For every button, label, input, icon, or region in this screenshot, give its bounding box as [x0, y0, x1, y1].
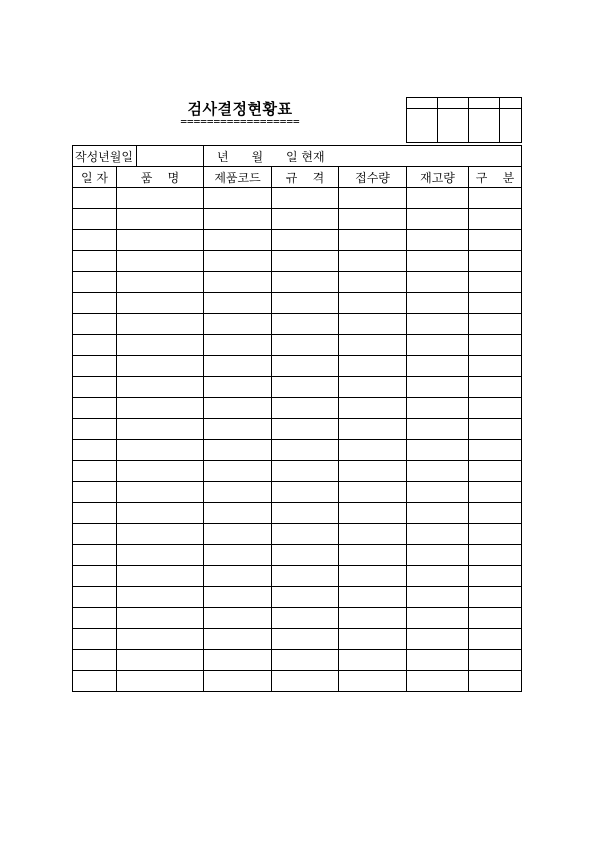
table-cell[interactable] [272, 629, 339, 650]
table-row [73, 188, 522, 209]
table-cell[interactable] [117, 314, 204, 335]
approval-sign-cell[interactable] [469, 109, 500, 143]
table-cell[interactable] [204, 188, 272, 209]
table-header-label: 규 격 [285, 170, 325, 185]
table-cell[interactable] [272, 335, 339, 356]
table-cell[interactable] [469, 524, 522, 545]
table-header-cell [204, 167, 272, 188]
table-cell[interactable] [469, 398, 522, 419]
table-cell[interactable] [73, 440, 117, 461]
table-cell[interactable] [73, 545, 117, 566]
table-cell[interactable] [272, 209, 339, 230]
table-cell[interactable] [117, 188, 204, 209]
table-row [73, 356, 522, 377]
table-cell[interactable] [339, 671, 407, 692]
table-cell[interactable] [272, 545, 339, 566]
table-cell[interactable] [339, 293, 407, 314]
table-cell[interactable] [117, 419, 204, 440]
table-cell[interactable] [469, 587, 522, 608]
table-cell[interactable] [117, 251, 204, 272]
approval-header-cell [500, 98, 522, 109]
table-cell[interactable] [73, 671, 117, 692]
table-header-cell [272, 167, 339, 188]
table-header-label: 제품코드 [214, 170, 261, 185]
table-cell[interactable] [469, 188, 522, 209]
table-row [73, 377, 522, 398]
table-row [73, 272, 522, 293]
table-cell[interactable] [73, 629, 117, 650]
table-header-label: 접수량 [355, 170, 390, 185]
table-row [73, 314, 522, 335]
approval-header-cell [438, 98, 469, 109]
table-cell[interactable] [117, 608, 204, 629]
table-cell[interactable] [469, 545, 522, 566]
table-row [73, 230, 522, 251]
table-cell[interactable] [339, 356, 407, 377]
table-cell[interactable] [407, 587, 469, 608]
table-cell[interactable] [117, 671, 204, 692]
table-header-cell [73, 167, 117, 188]
table-cell[interactable] [339, 545, 407, 566]
table-cell[interactable] [407, 251, 469, 272]
table-cell[interactable] [469, 272, 522, 293]
table-cell[interactable] [469, 650, 522, 671]
table-cell[interactable] [339, 230, 407, 251]
approval-box [406, 97, 522, 143]
table-cell[interactable] [339, 209, 407, 230]
table-cell[interactable] [407, 398, 469, 419]
table-cell[interactable] [272, 608, 339, 629]
table-row [73, 419, 522, 440]
table-cell[interactable] [204, 209, 272, 230]
table-cell[interactable] [339, 440, 407, 461]
table-header-row [73, 167, 522, 188]
table-cell[interactable] [407, 440, 469, 461]
table-row [73, 629, 522, 650]
table-cell[interactable] [117, 230, 204, 251]
table-cell[interactable] [272, 188, 339, 209]
table-cell[interactable] [339, 314, 407, 335]
table-row [73, 398, 522, 419]
table-cell[interactable] [117, 440, 204, 461]
table-cell[interactable] [469, 419, 522, 440]
table-cell[interactable] [339, 608, 407, 629]
table-row [73, 587, 522, 608]
table-row [73, 524, 522, 545]
table-cell[interactable] [272, 503, 339, 524]
table-row [73, 608, 522, 629]
title-underline: ================== [180, 115, 300, 128]
table-cell[interactable] [117, 482, 204, 503]
table-cell[interactable] [272, 566, 339, 587]
document-title: 검사결정현황표 [187, 100, 293, 118]
table-cell[interactable] [469, 566, 522, 587]
table-cell[interactable] [73, 398, 117, 419]
table-header-cell [469, 167, 522, 188]
table-cell[interactable] [117, 503, 204, 524]
table-cell[interactable] [73, 293, 117, 314]
table-cell[interactable] [204, 293, 272, 314]
table-cell[interactable] [407, 377, 469, 398]
table-row [73, 461, 522, 482]
table-cell[interactable] [407, 650, 469, 671]
table-cell[interactable] [407, 188, 469, 209]
table-cell[interactable] [339, 188, 407, 209]
table-cell[interactable] [407, 209, 469, 230]
table-cell[interactable] [204, 335, 272, 356]
table-cell[interactable] [73, 650, 117, 671]
table-cell[interactable] [73, 524, 117, 545]
table-header-label: 일 자 [81, 170, 108, 185]
table-cell[interactable] [73, 482, 117, 503]
table-cell[interactable] [272, 356, 339, 377]
table-row [73, 566, 522, 587]
table-cell[interactable] [469, 230, 522, 251]
table-cell[interactable] [469, 293, 522, 314]
table-cell[interactable] [272, 440, 339, 461]
table-cell[interactable] [204, 419, 272, 440]
table-cell[interactable] [339, 482, 407, 503]
table-cell[interactable] [73, 461, 117, 482]
table-header-label: 품 명 [140, 170, 180, 185]
table-cell[interactable] [272, 398, 339, 419]
table-header-cell [339, 167, 407, 188]
table-row [73, 650, 522, 671]
table-cell[interactable] [339, 251, 407, 272]
table-cell[interactable] [204, 314, 272, 335]
table-cell[interactable] [73, 587, 117, 608]
table-cell[interactable] [117, 398, 204, 419]
table-cell[interactable] [204, 230, 272, 251]
table-cell[interactable] [117, 356, 204, 377]
table-cell[interactable] [469, 671, 522, 692]
table-cell[interactable] [204, 482, 272, 503]
table-cell[interactable] [73, 209, 117, 230]
table-cell[interactable] [407, 461, 469, 482]
table-cell[interactable] [407, 335, 469, 356]
table-cell[interactable] [407, 545, 469, 566]
table-cell[interactable] [469, 629, 522, 650]
table-cell[interactable] [469, 335, 522, 356]
table-cell[interactable] [469, 356, 522, 377]
table-cell[interactable] [272, 461, 339, 482]
approval-sign-cell[interactable] [438, 109, 469, 143]
table-cell[interactable] [469, 461, 522, 482]
table-cell[interactable] [117, 293, 204, 314]
table-cell[interactable] [204, 608, 272, 629]
table-row [73, 293, 522, 314]
date-label-divider [136, 146, 137, 166]
table-row [73, 482, 522, 503]
table-cell[interactable] [407, 419, 469, 440]
table-cell[interactable] [272, 671, 339, 692]
approval-sign-cell[interactable] [500, 109, 522, 143]
table-cell[interactable] [407, 629, 469, 650]
table-cell[interactable] [204, 545, 272, 566]
table-cell[interactable] [204, 503, 272, 524]
table-cell[interactable] [272, 482, 339, 503]
table-cell[interactable] [407, 230, 469, 251]
table-cell[interactable] [204, 398, 272, 419]
table-cell[interactable] [117, 335, 204, 356]
table-cell[interactable] [73, 188, 117, 209]
approval-header-cell [407, 98, 438, 109]
table-cell[interactable] [272, 230, 339, 251]
table-cell[interactable] [117, 566, 204, 587]
table-row [73, 209, 522, 230]
table-cell[interactable] [407, 272, 469, 293]
table-cell[interactable] [339, 566, 407, 587]
table-cell[interactable] [407, 314, 469, 335]
table-header-label: 구 분 [475, 170, 515, 185]
table-cell[interactable] [272, 293, 339, 314]
table-cell[interactable] [272, 587, 339, 608]
table-cell[interactable] [73, 335, 117, 356]
table-cell[interactable] [272, 419, 339, 440]
table-cell[interactable] [339, 335, 407, 356]
table-header-cell [117, 167, 204, 188]
table-row [73, 671, 522, 692]
table-cell[interactable] [117, 545, 204, 566]
table-cell[interactable] [469, 209, 522, 230]
table-cell[interactable] [339, 503, 407, 524]
table-cell[interactable] [73, 503, 117, 524]
table-cell[interactable] [117, 461, 204, 482]
table-cell[interactable] [407, 503, 469, 524]
table-cell[interactable] [407, 608, 469, 629]
table-cell[interactable] [339, 524, 407, 545]
table-cell[interactable] [73, 230, 117, 251]
approval-sign-row [407, 109, 522, 143]
table-row [73, 503, 522, 524]
date-label: 작성년월일 [75, 149, 133, 164]
table-cell[interactable] [204, 650, 272, 671]
date-value-cell[interactable] [204, 146, 522, 167]
table-cell[interactable] [73, 566, 117, 587]
table-cell[interactable] [73, 419, 117, 440]
table-cell[interactable] [117, 272, 204, 293]
table-cell[interactable] [117, 650, 204, 671]
table-cell[interactable] [73, 356, 117, 377]
table-header-label: 재고량 [420, 170, 455, 185]
table-cell[interactable] [272, 524, 339, 545]
table-cell[interactable] [117, 377, 204, 398]
table-cell[interactable] [407, 293, 469, 314]
table-cell[interactable] [339, 272, 407, 293]
date-value: 년 월 일 현재 [217, 150, 325, 164]
table-cell[interactable] [204, 377, 272, 398]
table-cell[interactable] [117, 587, 204, 608]
table-cell[interactable] [73, 314, 117, 335]
table-cell[interactable] [204, 272, 272, 293]
table-cell[interactable] [73, 251, 117, 272]
date-row [73, 146, 522, 167]
table-cell[interactable] [272, 251, 339, 272]
inspection-table [72, 145, 522, 692]
table-cell[interactable] [469, 377, 522, 398]
table-cell[interactable] [339, 419, 407, 440]
table-header-cell [407, 167, 469, 188]
table-cell[interactable] [204, 587, 272, 608]
table-cell[interactable] [407, 482, 469, 503]
date-label-cell [73, 146, 204, 167]
table-cell[interactable] [204, 671, 272, 692]
table-cell[interactable] [339, 650, 407, 671]
table-cell[interactable] [407, 356, 469, 377]
table-cell[interactable] [272, 377, 339, 398]
table-row [73, 251, 522, 272]
table-cell[interactable] [73, 377, 117, 398]
table-row [73, 545, 522, 566]
table-cell[interactable] [339, 461, 407, 482]
table-cell[interactable] [204, 629, 272, 650]
table-cell[interactable] [407, 671, 469, 692]
table-cell[interactable] [117, 524, 204, 545]
table-cell[interactable] [407, 566, 469, 587]
approval-header-cell [469, 98, 500, 109]
table-cell[interactable] [73, 608, 117, 629]
table-cell[interactable] [469, 251, 522, 272]
table-cell[interactable] [73, 272, 117, 293]
table-row [73, 335, 522, 356]
table-cell[interactable] [469, 440, 522, 461]
table-cell[interactable] [117, 209, 204, 230]
table-cell[interactable] [469, 314, 522, 335]
table-cell[interactable] [469, 503, 522, 524]
table-cell[interactable] [204, 251, 272, 272]
table-cell[interactable] [204, 566, 272, 587]
table-cell[interactable] [339, 587, 407, 608]
table-cell[interactable] [339, 398, 407, 419]
table-row [73, 440, 522, 461]
approval-header-row [407, 98, 522, 109]
table-cell[interactable] [204, 524, 272, 545]
table-cell[interactable] [117, 629, 204, 650]
table-cell[interactable] [469, 608, 522, 629]
table-cell[interactable] [272, 314, 339, 335]
table-cell[interactable] [204, 461, 272, 482]
table-cell[interactable] [339, 629, 407, 650]
table-cell[interactable] [272, 650, 339, 671]
table-cell[interactable] [339, 377, 407, 398]
table-cell[interactable] [204, 440, 272, 461]
table-cell[interactable] [469, 482, 522, 503]
table-cell[interactable] [272, 272, 339, 293]
approval-sign-cell[interactable] [407, 109, 438, 143]
table-cell[interactable] [204, 356, 272, 377]
table-cell[interactable] [407, 524, 469, 545]
